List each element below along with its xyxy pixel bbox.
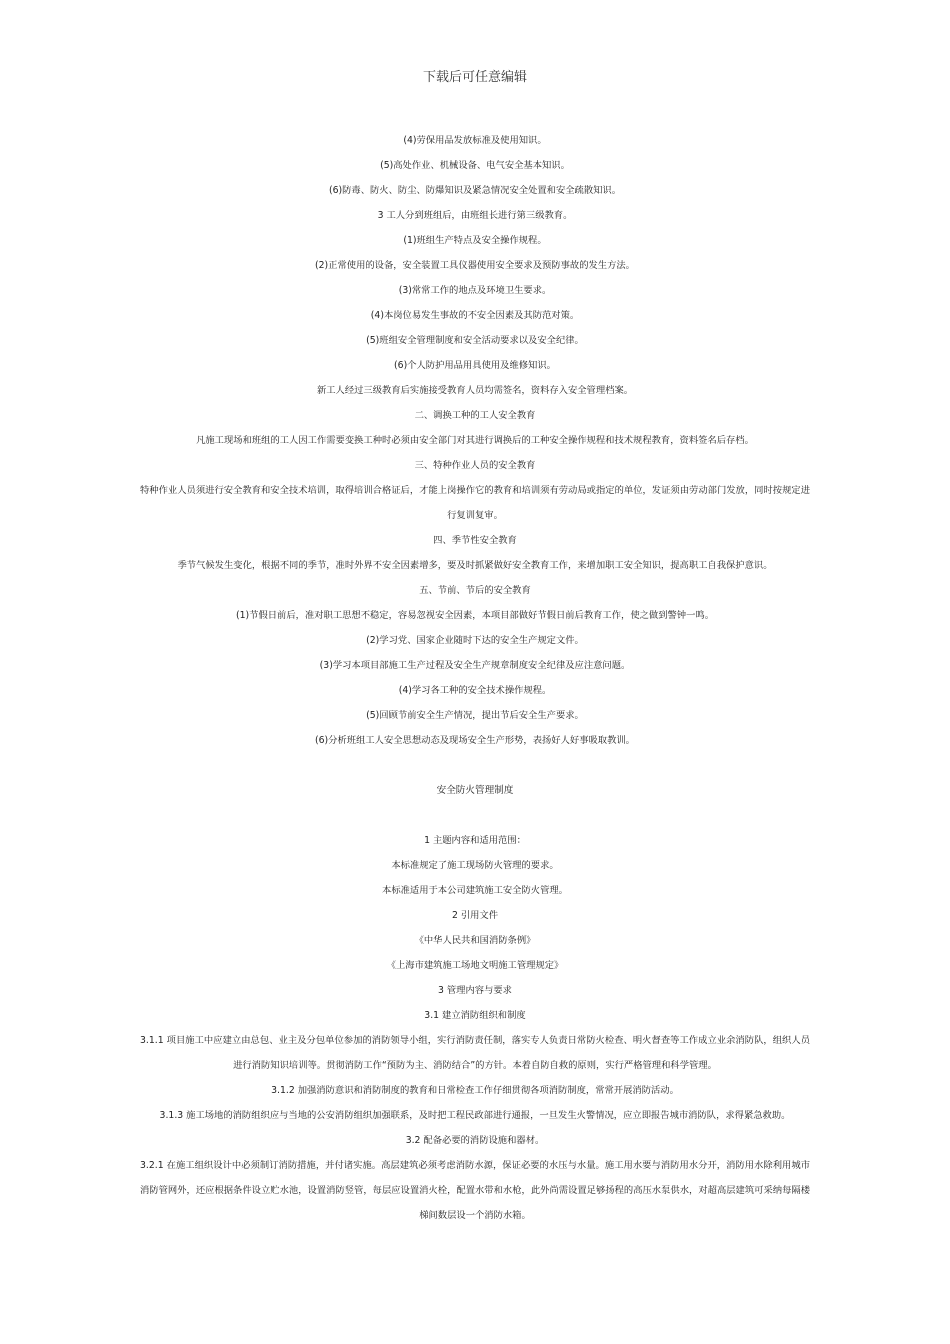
paragraph: (6)个人防护用品用具使用及维修知识。	[394, 360, 556, 371]
paragraph: 3 工人分到班组后，由班组长进行第三级教育。	[377, 210, 573, 221]
spacer	[140, 753, 810, 778]
header-title: 下载后可任意编辑	[422, 70, 527, 85]
paragraph: 1 主题内容和适用范围：	[424, 835, 526, 846]
paragraph: (4)学习各工种的安全技术操作规程。	[398, 685, 552, 696]
paragraph: 凡施工现场和班组的工人因工作需要变换工种时必须由安全部门对其进行调换后的工种安全操作规程和技术规程教育，资料签名后存档。	[196, 435, 754, 446]
section-title: 安全防火管理制度	[436, 785, 514, 796]
paragraph: 《上海市建筑施工场地文明施工管理规定》	[386, 960, 564, 971]
paragraph: 2 引用文件	[451, 910, 499, 921]
paragraph: 3.1 建立消防组织和制度	[424, 1010, 526, 1021]
paragraph: (5)高处作业、机械设备、电气安全基本知识。	[380, 160, 570, 171]
paragraph: (2)学习党、国家企业随时下达的安全生产规定文件。	[366, 635, 584, 646]
document-body	[140, 128, 810, 1228]
heading-job-change: 二、调换工种的工人安全教育	[414, 410, 536, 421]
page-header	[0, 66, 950, 85]
paragraph: (4)本岗位易发生事故的不安全因素及其防范对策。	[370, 310, 580, 321]
paragraph: (6)分析班组工人安全思想动态及现场安全生产形势，表扬好人好事吸取教训。	[315, 735, 635, 746]
paragraph: (3)学习本项目部施工生产过程及安全生产规章制度安全纪律及应注意问题。	[319, 660, 631, 671]
paragraph: 特种作业人员须进行安全教育和安全技术培训，取得培训合格证后，才能上岗操作它的教育和培训须有劳动局或指定的单位，发证须由劳动部门发放，同时按规定进行复训复审。	[140, 485, 810, 521]
paragraph: (3)常常工作的地点及环境卫生要求。	[398, 285, 552, 296]
paragraph: (2)正常使用的设备，安全装置工具仪器使用安全要求及预防事故的发生方法。	[315, 260, 635, 271]
heading-special-workers: 三、特种作业人员的安全教育	[414, 460, 536, 471]
paragraph: (1)节假日前后，准对职工思想不稳定，容易忽视安全因素，本项目部做好节假日前后教育工作，使之做到警钟一鸣。	[235, 610, 714, 621]
paragraph: (5)回顾节前安全生产情况，提出节后安全生产要求。	[366, 710, 584, 721]
paragraph: 3 管理内容与要求	[438, 985, 512, 996]
paragraph: 本标准适用于本公司建筑施工安全防火管理。	[382, 885, 568, 896]
paragraph: 季节气候发生变化，根据不同的季节，准时外界不安全因素增多，要及时抓紧做好安全教育工作，来增加职工安全知识，提高职工自我保护意识。	[177, 560, 773, 571]
paragraph: 3.1.2 加强消防意识和消防制度的教育和日常检查工作仔细贯彻各项消防制度，常常开展消防活动。	[271, 1085, 679, 1096]
paragraph: 《中华人民共和国消防条例》	[414, 935, 536, 946]
paragraph: (4)劳保用品发放标准及使用知识。	[403, 135, 547, 146]
heading-seasonal: 四、季节性安全教育	[433, 535, 517, 546]
paragraph: 新工人经过三级教育后实施接受教育人员均需签名，资料存入安全管理档案。	[316, 385, 634, 396]
paragraph: (5)班组安全管理制度和安全活动要求以及安全纪律。	[366, 335, 584, 346]
paragraph: 3.1.3 施工场地的消防组织应与当地的公安消防组织加强联系，及时把工程民政部进行通报，一旦发生火警情况，应立即报告城市消防队，求得紧急救助。	[159, 1110, 791, 1121]
paragraph: (1)班组生产特点及安全操作规程。	[403, 235, 547, 246]
spacer	[140, 803, 810, 828]
paragraph: 3.1.1 项目施工中应建立由总包、业主及分包单位参加的消防领导小组，实行消防责任制，落实专人负责日常防火检查、明火督查等工作成立业余消防队，组织人员进行消防知识培训等。贯彻消防工作“预防为主、消防结合”的方针。本着自防自救的原则，实行严格管理和科学管理。	[140, 1035, 810, 1071]
paragraph: 3.2 配备必要的消防设施和器材。	[405, 1135, 545, 1146]
paragraph: (6)防毒、防火、防尘、防爆知识及紧急情况安全处置和安全疏散知识。	[328, 185, 622, 196]
paragraph: 3.2.1 在施工组织设计中必须制订消防措施，并付诸实施。高层建筑必须考虑消防水源，保证必要的水压与水量。施工用水要与消防用水分开，消防用水除利用城市消防管网外，还应根据条件设立贮水池，设置消防竖管，每层应设置消火栓，配置水带和水枪，此外尚需设置足够扬程的高压水泵供水，对超高层建筑可采纳每隔楼梯间数层设一个消防水箱。	[140, 1160, 810, 1221]
heading-holidays: 五、节前、节后的安全教育	[419, 585, 531, 596]
paragraph: 本标准规定了施工现场防火管理的要求。	[391, 860, 559, 871]
